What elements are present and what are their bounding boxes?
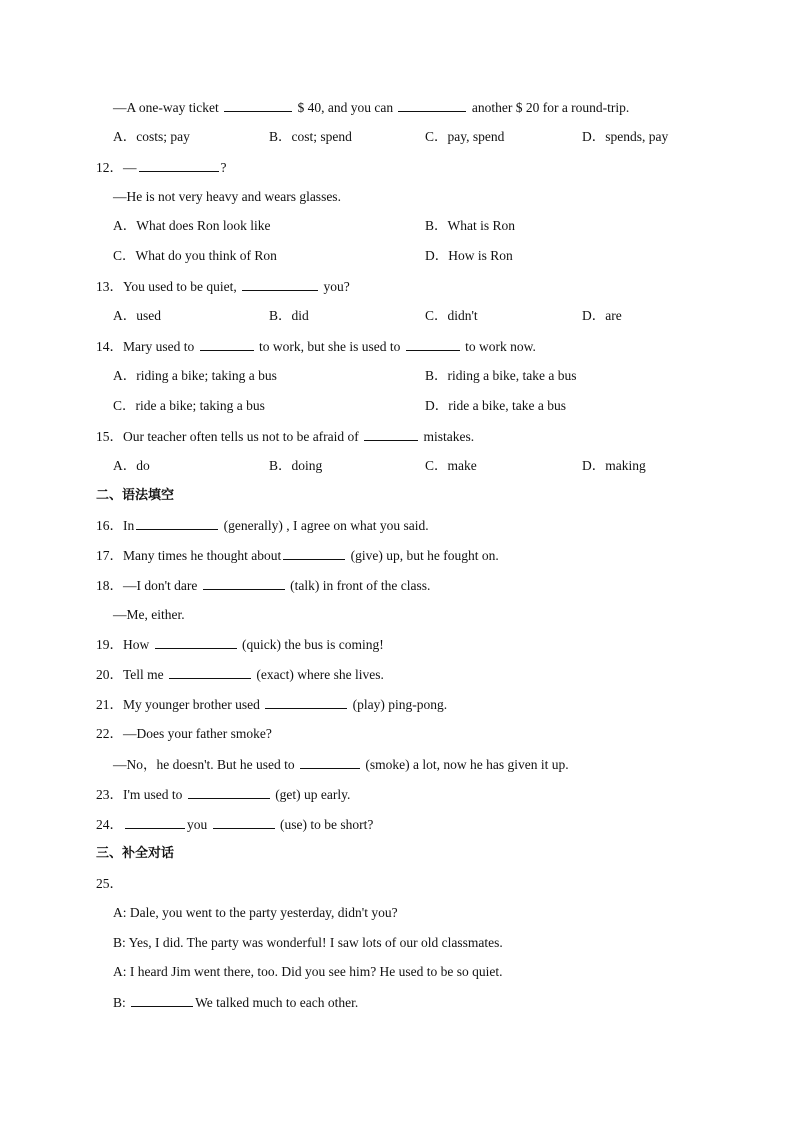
q21-prompt <box>96 696 447 713</box>
q25-number: 25． <box>96 876 123 891</box>
section-3-title: 三、补全对话 <box>96 846 175 861</box>
q21-number: 21． <box>96 697 123 712</box>
q24-blank-1[interactable] <box>125 816 185 829</box>
q18-prompt <box>96 577 430 594</box>
q23-blank[interactable] <box>188 786 270 799</box>
q23-text-b: (get) up early. <box>271 787 351 802</box>
q14-number: 14． <box>96 339 123 354</box>
q12-option-c[interactable]: C．What do you think of Ron <box>113 248 277 263</box>
q18-text-a: —I don't dare <box>123 578 201 593</box>
q12-blank[interactable] <box>139 159 219 172</box>
q15-text-a: Our teacher often tells us not to be afraid of <box>123 429 363 444</box>
q22-blank[interactable] <box>300 756 360 769</box>
q11-text-a: —A one-way ticket <box>113 100 223 115</box>
q15-prompt <box>96 428 474 445</box>
q14-option-d[interactable]: D．ride a bike, take a bus <box>425 398 566 413</box>
q12-option-b[interactable]: B．What is Ron <box>425 218 515 233</box>
q18-blank[interactable] <box>203 577 285 590</box>
q25-dialogue-line-3: A: I heard Jim went there, too. Did you see him? He used to be so quiet. <box>113 964 503 979</box>
q15-blank[interactable] <box>364 428 418 441</box>
q17-blank[interactable] <box>283 547 345 560</box>
q12-number: 12． <box>96 160 123 175</box>
q13-text-a: You used to be quiet, <box>123 279 241 294</box>
q20-blank[interactable] <box>169 666 251 679</box>
q25-dialogue-line-1: A: Dale, you went to the party yesterday, didn't you? <box>113 905 398 920</box>
q13-prompt <box>96 278 350 295</box>
q25-dialogue-line-2: B: Yes, I did. The party was wonderful! I saw lots of our old classmates. <box>113 935 503 950</box>
q21-text-a: My younger brother used <box>123 697 264 712</box>
q16-text-a: In <box>123 518 135 533</box>
q24-text-a: you <box>187 817 211 832</box>
q15-number: 15． <box>96 429 123 444</box>
q14-text-c: to work now. <box>461 339 536 354</box>
q22-prompt <box>96 726 272 742</box>
q14-option-b[interactable]: B．riding a bike, take a bus <box>425 368 577 383</box>
q18-reply: —Me, either. <box>113 607 185 622</box>
q14-text-a: Mary used to <box>123 339 198 354</box>
q16-blank[interactable] <box>136 517 218 530</box>
q17-number: 17． <box>96 548 123 563</box>
q19-blank[interactable] <box>155 636 237 649</box>
q20-text-a: Tell me <box>123 667 168 682</box>
q15-option-d[interactable]: D．making <box>582 458 646 473</box>
q16-number: 16． <box>96 518 123 533</box>
q12-prompt <box>96 159 227 176</box>
q13-number: 13． <box>96 279 123 294</box>
q12-text-b: ? <box>220 160 227 175</box>
q14-prompt <box>96 338 536 355</box>
q11-text-c: another $ 20 for a round-trip. <box>468 100 630 115</box>
q14-text-b: to work, but she is used to <box>255 339 404 354</box>
q17-prompt <box>96 547 499 564</box>
q13-text-b: you? <box>320 279 350 294</box>
q22-number: 22． <box>96 726 123 741</box>
q13-option-d[interactable]: D．are <box>582 308 622 323</box>
q22-reply <box>113 756 569 773</box>
q11-text-b: $ 40, and you can <box>294 100 397 115</box>
q15-option-c[interactable]: C．make <box>425 458 477 473</box>
q16-prompt <box>96 517 429 534</box>
q17-text-a: Many times he thought about <box>123 548 282 563</box>
q12-text-a: — <box>123 160 137 175</box>
q13-option-a[interactable]: A．used <box>113 308 161 323</box>
q25-blank[interactable] <box>131 994 193 1007</box>
q19-prompt <box>96 636 384 653</box>
q22-reply-b: (smoke) a lot, now he has given it up. <box>362 757 569 772</box>
q23-prompt <box>96 786 350 803</box>
q17-text-b: (give) up, but he fought on. <box>347 548 499 563</box>
q19-text-a: How <box>123 637 153 652</box>
q25-speaker-b: B: <box>113 995 130 1010</box>
q22-text-a: —Does your father smoke? <box>123 726 272 741</box>
q12-option-a[interactable]: A．What does Ron look like <box>113 218 271 233</box>
q12-option-d[interactable]: D．How is Ron <box>425 248 513 263</box>
q19-number: 19． <box>96 637 123 652</box>
q11-blank-2[interactable] <box>398 99 466 112</box>
q23-text-a: I'm used to <box>123 787 186 802</box>
q14-option-c[interactable]: C．ride a bike; taking a bus <box>113 398 265 413</box>
q23-number: 23． <box>96 787 123 802</box>
q14-blank-2[interactable] <box>406 338 460 351</box>
q11-option-c[interactable]: C．pay, spend <box>425 129 505 144</box>
q24-text-b: (use) to be short? <box>276 817 374 832</box>
q13-option-c[interactable]: C．didn't <box>425 308 478 323</box>
q24-prompt <box>96 816 373 833</box>
q16-text-b: (generally) , I agree on what you said. <box>220 518 429 533</box>
q13-blank[interactable] <box>242 278 318 291</box>
q11-option-d[interactable]: D．spends, pay <box>582 129 669 144</box>
q22-reply-a: —No，he doesn't. But he used to <box>113 757 299 772</box>
q25-dialogue-line-4 <box>113 994 358 1011</box>
q15-option-a[interactable]: A．do <box>113 458 150 473</box>
q24-number: 24． <box>96 817 123 832</box>
q11-prompt <box>113 99 629 116</box>
q11-option-b[interactable]: B．cost; spend <box>269 129 352 144</box>
q12-answer-line: —He is not very heavy and wears glasses. <box>113 189 341 204</box>
q24-blank-2[interactable] <box>213 816 275 829</box>
q21-blank[interactable] <box>265 696 347 709</box>
q21-text-b: (play) ping-pong. <box>349 697 448 712</box>
q13-option-b[interactable]: B．did <box>269 308 309 323</box>
q11-option-a[interactable]: A．costs; pay <box>113 129 190 144</box>
q20-number: 20． <box>96 667 123 682</box>
q20-prompt <box>96 666 384 683</box>
q15-option-b[interactable]: B．doing <box>269 458 323 473</box>
q18-text-b: (talk) in front of the class. <box>286 578 431 593</box>
q14-blank-1[interactable] <box>200 338 254 351</box>
q19-text-b: (quick) the bus is coming! <box>238 637 384 652</box>
q15-text-b: mistakes. <box>420 429 475 444</box>
q18-number: 18． <box>96 578 123 593</box>
q11-blank-1[interactable] <box>224 99 292 112</box>
q14-option-a[interactable]: A．riding a bike; taking a bus <box>113 368 277 383</box>
section-2-title: 二、语法填空 <box>96 488 175 503</box>
q25-last-text: We talked much to each other. <box>195 995 359 1010</box>
q20-text-b: (exact) where she lives. <box>253 667 384 682</box>
